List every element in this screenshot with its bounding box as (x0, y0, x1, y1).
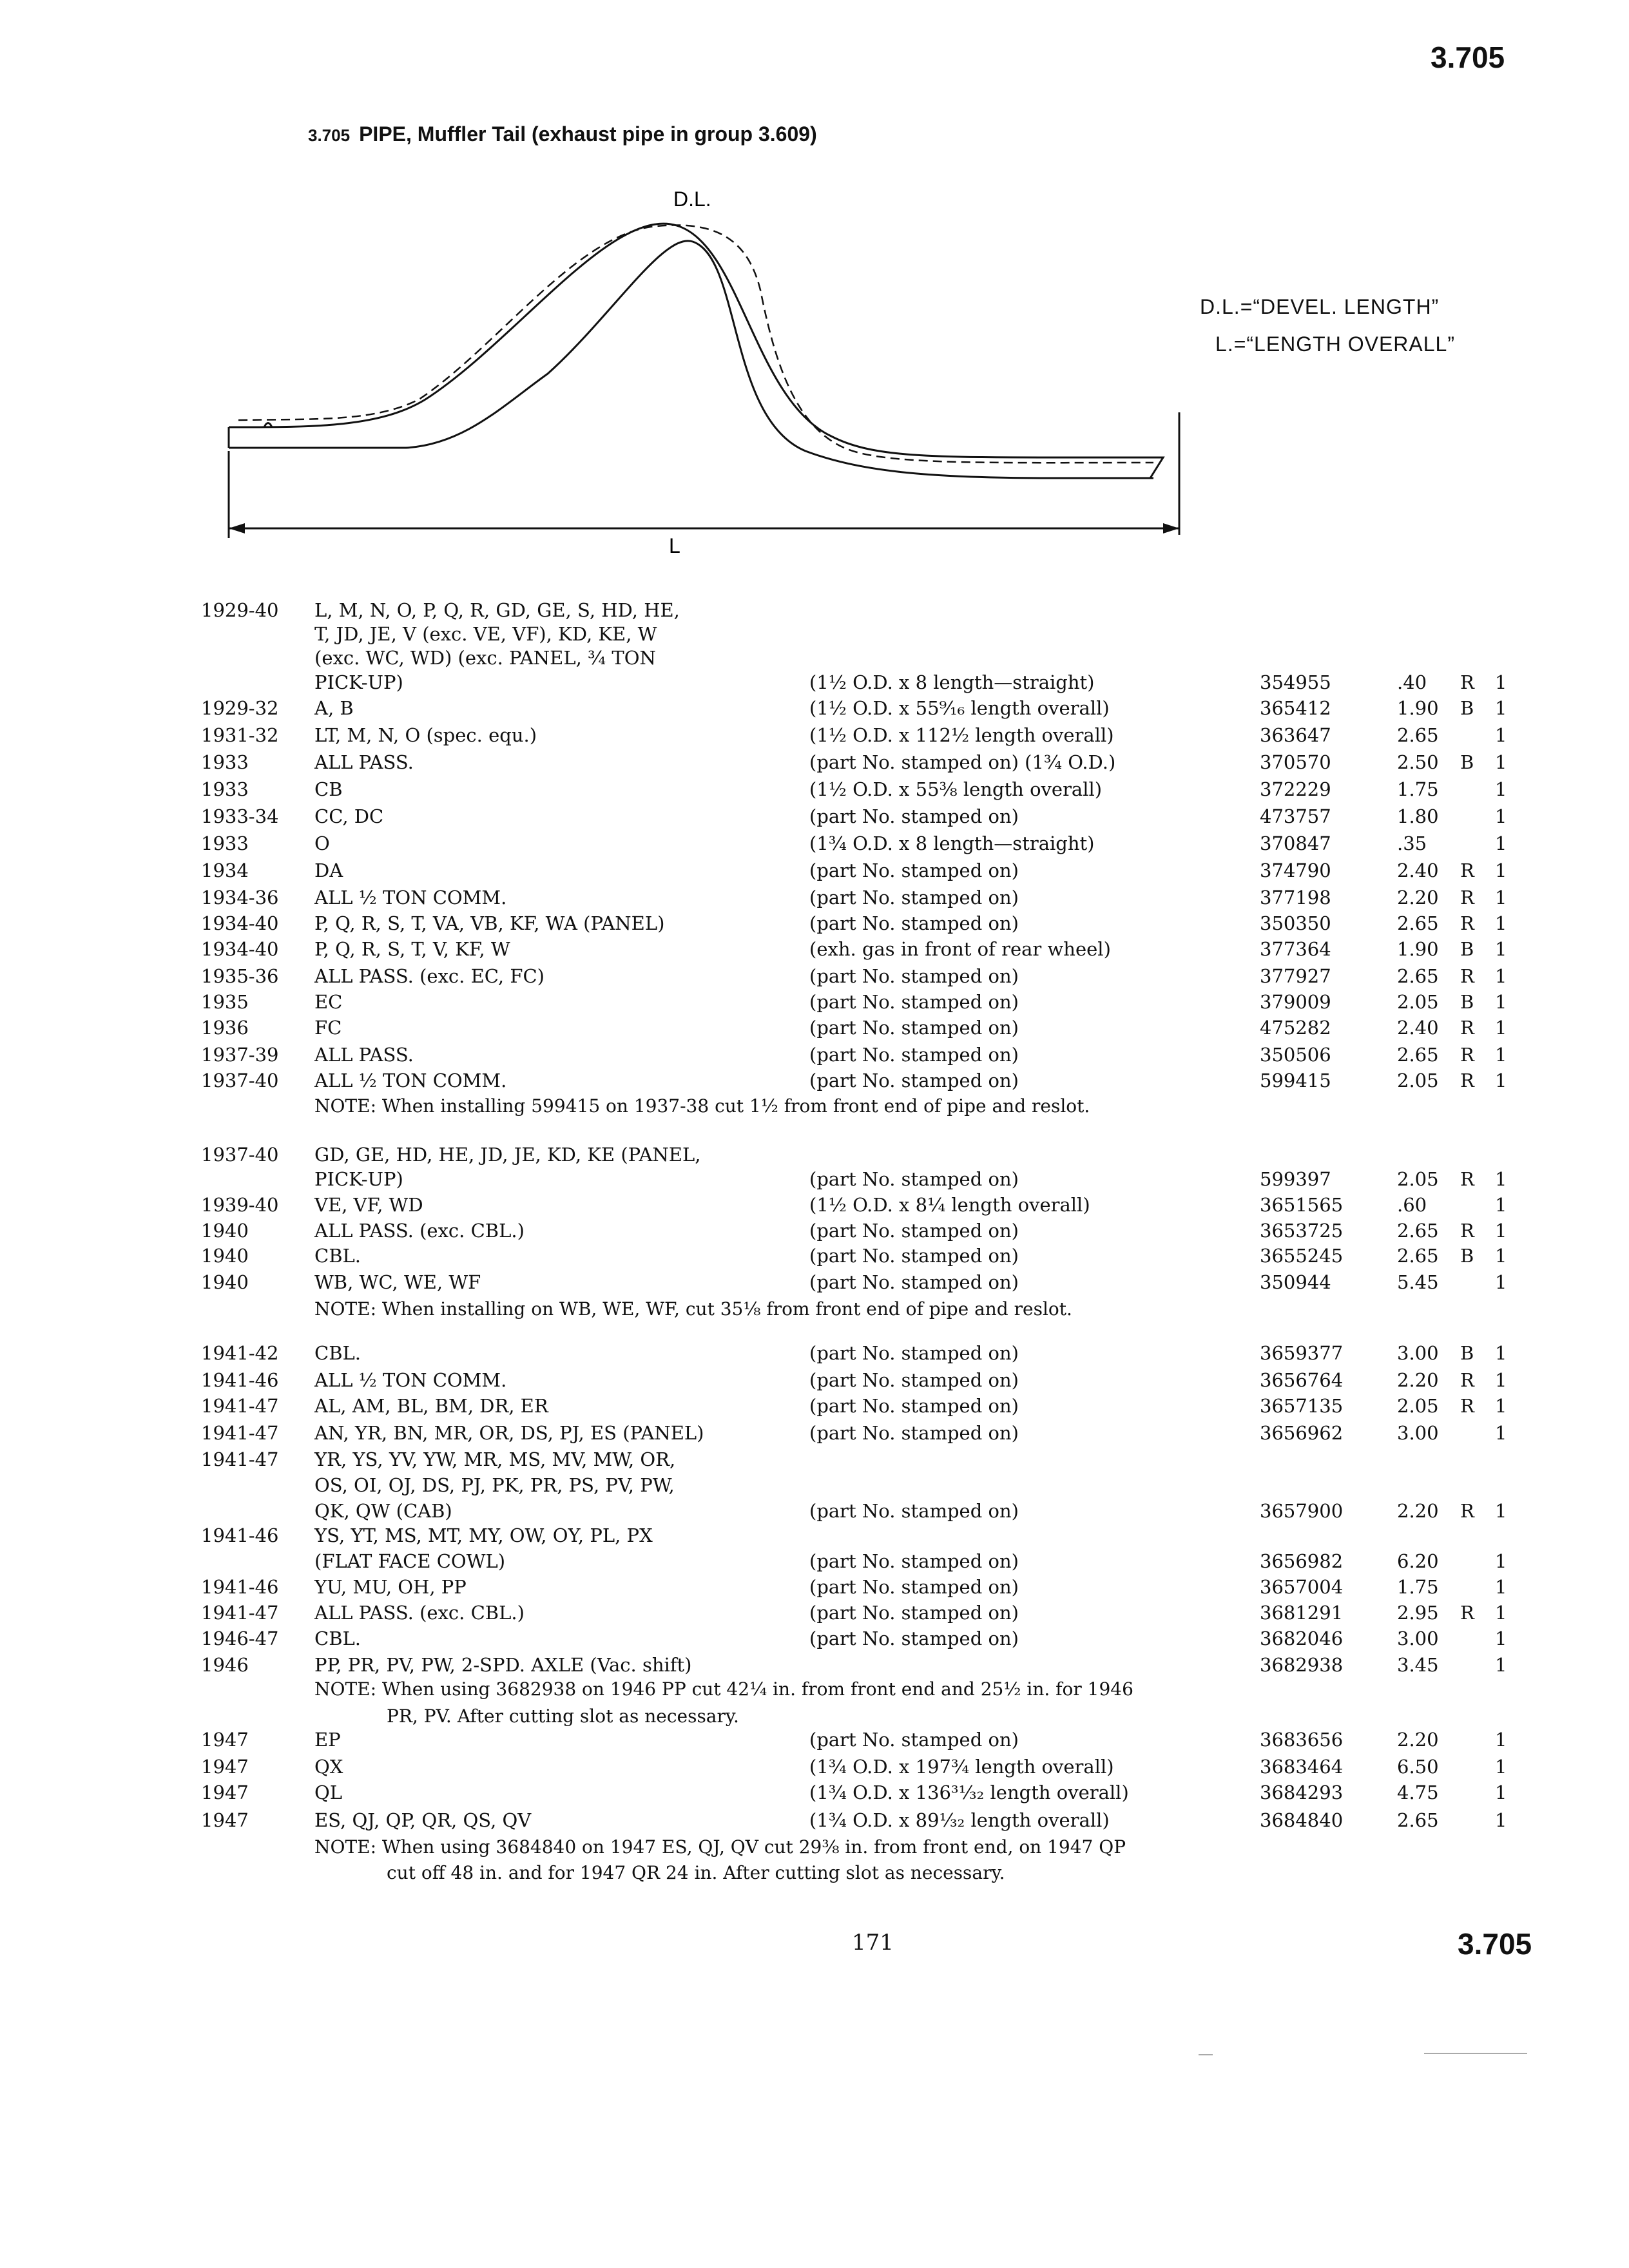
cell-part: 377927 (1260, 965, 1331, 987)
cell-model: AN, YR, BN, MR, OR, DS, PJ, ES (PANEL) (314, 1422, 704, 1444)
cell-code: R (1460, 1395, 1474, 1417)
cell-desc: (1¾ O.D. x 136³¹⁄₃₂ length overall) (809, 1782, 1129, 1803)
cell-part: 350944 (1260, 1271, 1331, 1293)
cell-qty: 1 (1495, 778, 1507, 800)
cell-year: 1931-32 (201, 724, 279, 746)
cell-qty: 1 (1495, 832, 1507, 854)
cell-year: 1941-47 (201, 1395, 279, 1417)
section-title-text: PIPE, Muffler Tail (exhaust pipe in group 3.609) (359, 122, 817, 146)
cell-model: L, M, N, O, P, Q, R, GD, GE, S, HD, HE, (314, 599, 680, 621)
cell-model: PICK-UP) (314, 1168, 403, 1190)
cell-desc: (1¾ O.D. x 8 length—straight) (809, 832, 1095, 854)
cell-year: 1937-39 (201, 1044, 279, 1066)
cell-part: 3657004 (1260, 1576, 1344, 1598)
cell-price: 2.05 (1397, 1168, 1439, 1190)
dimension-arrow-right (1163, 523, 1179, 533)
cell-part: 363647 (1260, 724, 1331, 746)
cell-desc: (part No. stamped on) (809, 887, 1019, 908)
cell-part: 3656764 (1260, 1369, 1344, 1391)
cell-model: P, Q, R, S, T, VA, VB, KF, WA (PANEL) (314, 912, 665, 934)
cell-model: GD, GE, HD, HE, JD, JE, KD, KE (PANEL, (314, 1144, 701, 1166)
cell-qty: 1 (1495, 1271, 1507, 1293)
cell-part: 3684293 (1260, 1782, 1344, 1803)
cell-qty: 1 (1495, 724, 1507, 746)
cell-year: 1934-40 (201, 912, 279, 934)
cell-desc: (exh. gas in front of rear wheel) (809, 938, 1111, 960)
cell-desc: (1¾ O.D. x 89¹⁄₃₂ length overall) (809, 1809, 1110, 1831)
cell-year: 1935 (201, 991, 249, 1013)
cell-price: 2.20 (1397, 1729, 1439, 1751)
scan-mark (1424, 2053, 1527, 2054)
cell-model: CBL. (314, 1245, 361, 1267)
l-label: L (669, 534, 680, 554)
cell-year: 1941-47 (201, 1602, 279, 1624)
cell-model: CBL. (314, 1342, 361, 1364)
cell-qty: 1 (1495, 1550, 1507, 1572)
cell-part: 350506 (1260, 1044, 1331, 1066)
cell-price: 2.65 (1397, 1809, 1439, 1831)
cell-qty: 1 (1495, 671, 1507, 693)
cell-model: YR, YS, YV, YW, MR, MS, MV, MW, OR, (314, 1448, 676, 1470)
cell-part: 3681291 (1260, 1602, 1344, 1624)
cell-desc: (part No. stamped on) (809, 912, 1019, 934)
pipe-right-cut (1141, 457, 1163, 478)
cell-year: 1947 (201, 1756, 249, 1778)
cell-qty: 1 (1495, 860, 1507, 881)
cell-qty: 1 (1495, 1044, 1507, 1066)
cell-part: 3655245 (1260, 1245, 1344, 1267)
cell-code: R (1460, 887, 1474, 908)
cell-model: ALL PASS. (exc. CBL.) (314, 1602, 525, 1624)
cell-code: R (1460, 1369, 1474, 1391)
cell-model: EP (314, 1729, 341, 1751)
cell-model: YS, YT, MS, MT, MY, OW, OY, PL, PX (314, 1524, 653, 1546)
cell-model: FC (314, 1017, 342, 1039)
cell-price: 2.40 (1397, 860, 1439, 881)
cell-desc: (part No. stamped on) (809, 1168, 1019, 1190)
cell-part: 3657135 (1260, 1395, 1344, 1417)
cell-model: PICK-UP) (314, 671, 403, 693)
cell-part: 370570 (1260, 751, 1331, 773)
cell-price: 2.05 (1397, 991, 1439, 1013)
cell-part: 3651565 (1260, 1194, 1344, 1216)
cell-price: 1.75 (1397, 1576, 1439, 1598)
cell-model: ALL ½ TON COMM. (314, 1369, 507, 1391)
cell-model: ALL ½ TON COMM. (314, 887, 507, 908)
cell-desc: (1½ O.D. x 55⁹⁄₁₆ length overall) (809, 697, 1110, 719)
folio-page-number: 171 (852, 1930, 894, 1956)
cell-part: 3683464 (1260, 1756, 1344, 1778)
cell-model: O (314, 832, 330, 854)
cell-model: AL, AM, BL, BM, DR, ER (314, 1395, 548, 1417)
cell-qty: 1 (1495, 912, 1507, 934)
cell-part: 350350 (1260, 912, 1331, 934)
cell-part: 3659377 (1260, 1342, 1344, 1364)
cell-code: B (1460, 938, 1474, 960)
cell-part: 354955 (1260, 671, 1331, 693)
cell-year: 1936 (201, 1017, 249, 1039)
cell-desc: (part No. stamped on) (809, 1245, 1019, 1267)
cell-part: 372229 (1260, 778, 1331, 800)
cell-price: 2.65 (1397, 1245, 1439, 1267)
cell-year: 1947 (201, 1809, 249, 1831)
cell-price: 2.65 (1397, 1220, 1439, 1242)
cell-price: .60 (1397, 1194, 1427, 1216)
cell-qty: 1 (1495, 1342, 1507, 1364)
cell-part: 599397 (1260, 1168, 1331, 1190)
cell-desc: (part No. stamped on) (809, 805, 1019, 827)
cell-qty: 1 (1495, 751, 1507, 773)
cell-model: T, JD, JE, V (exc. VE, VF), KD, KE, W (314, 623, 657, 645)
cell-price: .40 (1397, 671, 1427, 693)
cell-qty: 1 (1495, 938, 1507, 960)
cell-year: 1934-40 (201, 938, 279, 960)
cell-model: ES, QJ, QP, QR, QS, QV (314, 1809, 532, 1831)
pipe-outline-outer (229, 224, 1153, 457)
cell-desc: (part No. stamped on) (1¾ O.D.) (809, 751, 1116, 773)
cell-qty: 1 (1495, 1576, 1507, 1598)
cell-desc: (part No. stamped on) (809, 991, 1019, 1013)
cell-price: 3.45 (1397, 1654, 1439, 1676)
cell-year: 1940 (201, 1271, 249, 1293)
section-number: 3.705 (308, 126, 351, 145)
cell-desc: (1½ O.D. x 55⅜ length overall) (809, 778, 1103, 800)
cell-desc: (part No. stamped on) (809, 965, 1019, 987)
cell-price: 2.40 (1397, 1017, 1439, 1039)
cell-desc: (part No. stamped on) (809, 1550, 1019, 1572)
cell-code: R (1460, 671, 1474, 693)
cell-code: R (1460, 912, 1474, 934)
cell-year: 1940 (201, 1220, 249, 1242)
cell-qty: 1 (1495, 1070, 1507, 1091)
dimension-arrow-left (229, 523, 245, 533)
cell-code: R (1460, 965, 1474, 987)
cell-desc: (1½ O.D. x 8 length—straight) (809, 671, 1095, 693)
cell-price: 2.65 (1397, 965, 1439, 987)
scan-mark (1199, 2054, 1213, 2055)
cell-part: 475282 (1260, 1017, 1331, 1039)
cell-year: 1941-46 (201, 1576, 279, 1598)
cell-desc: (part No. stamped on) (809, 860, 1019, 881)
cell-desc: (part No. stamped on) (809, 1220, 1019, 1242)
cell-code: B (1460, 991, 1474, 1013)
cell-price: 6.50 (1397, 1756, 1439, 1778)
cell-year: 1941-46 (201, 1524, 279, 1546)
cell-qty: 1 (1495, 1245, 1507, 1267)
cell-model: (FLAT FACE COWL) (314, 1550, 506, 1572)
cell-code: R (1460, 1044, 1474, 1066)
cell-code: R (1460, 1070, 1474, 1091)
cell-price: .35 (1397, 832, 1427, 854)
cell-year: 1934-36 (201, 887, 279, 908)
cell-year: 1929-32 (201, 697, 279, 719)
cell-desc: (part No. stamped on) (809, 1017, 1019, 1039)
cell-model: YU, MU, OH, PP (314, 1576, 467, 1598)
cell-price: 4.75 (1397, 1782, 1439, 1803)
cell-price: 2.05 (1397, 1395, 1439, 1417)
cell-model: QK, QW (CAB) (314, 1500, 452, 1522)
cell-price: 1.90 (1397, 697, 1439, 719)
cell-desc: (part No. stamped on) (809, 1070, 1019, 1091)
cell-model: (exc. WC, WD) (exc. PANEL, ¾ TON (314, 647, 656, 669)
cell-qty: 1 (1495, 1395, 1507, 1417)
cell-year: 1941-47 (201, 1448, 279, 1470)
cell-desc: (part No. stamped on) (809, 1044, 1019, 1066)
cell-part: 599415 (1260, 1070, 1331, 1091)
cell-qty: 1 (1495, 1729, 1507, 1751)
cell-desc: (1½ O.D. x 112½ length overall) (809, 724, 1114, 746)
cell-year: 1941-47 (201, 1422, 279, 1444)
cell-year: 1933 (201, 778, 249, 800)
developed-length-line (238, 225, 1153, 463)
cell-year: 1935-36 (201, 965, 279, 987)
cell-price: 3.00 (1397, 1422, 1439, 1444)
cell-part: 377364 (1260, 938, 1331, 960)
cell-qty: 1 (1495, 1168, 1507, 1190)
cell-price: 2.05 (1397, 1070, 1439, 1091)
dl-label: D.L. (673, 187, 711, 211)
cell-year: 1947 (201, 1729, 249, 1751)
cell-code: B (1460, 1342, 1474, 1364)
cell-qty: 1 (1495, 1756, 1507, 1778)
cell-qty: 1 (1495, 1602, 1507, 1624)
cell-year: 1946-47 (201, 1628, 279, 1649)
cell-price: 1.75 (1397, 778, 1439, 800)
cell-part: 3684840 (1260, 1809, 1344, 1831)
cell-desc: (part No. stamped on) (809, 1500, 1019, 1522)
cell-code: B (1460, 697, 1474, 719)
cell-price: 5.45 (1397, 1271, 1439, 1293)
cell-model: ALL PASS. (exc. CBL.) (314, 1220, 525, 1242)
cell-model: A, B (314, 697, 354, 719)
cell-price: 1.90 (1397, 938, 1439, 960)
cell-price: 1.80 (1397, 805, 1439, 827)
cell-price: 2.65 (1397, 724, 1439, 746)
cell-code: R (1460, 1500, 1474, 1522)
pipe-diagram (213, 187, 1218, 554)
cell-code: B (1460, 751, 1474, 773)
cell-part: 379009 (1260, 991, 1331, 1013)
cell-model: CBL. (314, 1628, 361, 1649)
cell-model: QL (314, 1782, 343, 1803)
cell-qty: 1 (1495, 1194, 1507, 1216)
cell-code: R (1460, 1017, 1474, 1039)
page-number-top: 3.705 (1431, 41, 1505, 74)
cell-qty: 1 (1495, 887, 1507, 908)
cell-qty: 1 (1495, 1809, 1507, 1831)
cell-year: 1941-46 (201, 1369, 279, 1391)
cell-model: QX (314, 1756, 343, 1778)
cell-part: 3653725 (1260, 1220, 1344, 1242)
cell-code: R (1460, 1168, 1474, 1190)
cell-part: 365412 (1260, 697, 1331, 719)
cell-code: R (1460, 860, 1474, 881)
legend-developed-length: D.L.=“DEVEL. LENGTH” (1200, 295, 1440, 318)
cell-desc: (part No. stamped on) (809, 1342, 1019, 1364)
cell-price: 3.00 (1397, 1342, 1439, 1364)
cell-year: 1933-34 (201, 805, 279, 827)
cell-model: ALL PASS. (exc. EC, FC) (314, 965, 545, 987)
cell-price: 3.00 (1397, 1628, 1439, 1649)
cell-year: 1940 (201, 1245, 249, 1267)
cell-qty: 1 (1495, 805, 1507, 827)
cell-year: 1933 (201, 832, 249, 854)
note-line: NOTE: When using 3682938 on 1946 PP cut 42¼ in. from front end and 25½ in. for 1946 (314, 1678, 1133, 1700)
cell-price: 2.65 (1397, 1044, 1439, 1066)
cell-qty: 1 (1495, 1017, 1507, 1039)
cell-model: OS, OI, OJ, DS, PJ, PK, PR, PS, PV, PW, (314, 1474, 675, 1496)
cell-desc: (part No. stamped on) (809, 1369, 1019, 1391)
cell-price: 2.65 (1397, 912, 1439, 934)
cell-year: 1937-40 (201, 1070, 279, 1091)
cell-qty: 1 (1495, 1782, 1507, 1803)
cell-price: 2.20 (1397, 1500, 1439, 1522)
cell-part: 374790 (1260, 860, 1331, 881)
cell-year: 1937-40 (201, 1144, 279, 1166)
cell-part: 3657900 (1260, 1500, 1344, 1522)
cell-model: LT, M, N, O (spec. equ.) (314, 724, 537, 746)
cell-model: ALL PASS. (314, 751, 414, 773)
note-line: NOTE: When using 3684840 on 1947 ES, QJ, QV cut 29⅜ in. from front end, on 1947 QP (314, 1836, 1126, 1858)
cell-model: P, Q, R, S, T, V, KF, W (314, 938, 510, 960)
cell-model: ALL PASS. (314, 1044, 414, 1066)
cell-year: 1933 (201, 751, 249, 773)
cell-part: 370847 (1260, 832, 1331, 854)
cell-year: 1947 (201, 1782, 249, 1803)
note-line: NOTE: When installing 599415 on 1937-38 cut 1½ from front end of pipe and reslot. (314, 1095, 1090, 1117)
cell-model: VE, VF, WD (314, 1194, 423, 1216)
page-number-bottom: 3.705 (1458, 1927, 1532, 1961)
cell-qty: 1 (1495, 991, 1507, 1013)
cell-price: 2.20 (1397, 887, 1439, 908)
cell-desc: (1½ O.D. x 8¼ length overall) (809, 1194, 1090, 1216)
note-line: cut off 48 in. and for 1947 QR 24 in. After cutting slot as necessary. (387, 1862, 1005, 1883)
cell-year: 1934 (201, 860, 249, 881)
cell-qty: 1 (1495, 1500, 1507, 1522)
cell-model: EC (314, 991, 343, 1013)
cell-qty: 1 (1495, 1628, 1507, 1649)
cell-price: 6.20 (1397, 1550, 1439, 1572)
cell-model: PP, PR, PV, PW, 2-SPD. AXLE (Vac. shift) (314, 1654, 692, 1676)
cell-part: 3682046 (1260, 1628, 1344, 1649)
cell-model: WB, WC, WE, WF (314, 1271, 481, 1293)
cell-year: 1941-42 (201, 1342, 279, 1364)
cell-year: 1929-40 (201, 599, 279, 621)
cell-qty: 1 (1495, 1654, 1507, 1676)
legend-length-overall: L.=“LENGTH OVERALL” (1215, 332, 1455, 356)
cell-model: CB (314, 778, 343, 800)
cell-code: R (1460, 1602, 1474, 1624)
cell-code: R (1460, 1220, 1474, 1242)
section-title (308, 122, 817, 146)
cell-part: 3656982 (1260, 1550, 1344, 1572)
note-line: NOTE: When installing on WB, WE, WF, cut 35⅛ from front end of pipe and reslot. (314, 1298, 1072, 1320)
cell-price: 2.95 (1397, 1602, 1439, 1624)
cell-desc: (part No. stamped on) (809, 1628, 1019, 1649)
cell-desc: (part No. stamped on) (809, 1271, 1019, 1293)
cell-qty: 1 (1495, 1369, 1507, 1391)
cell-model: DA (314, 860, 343, 881)
cell-model: ALL ½ TON COMM. (314, 1070, 507, 1091)
cell-part: 377198 (1260, 887, 1331, 908)
cell-desc: (part No. stamped on) (809, 1576, 1019, 1598)
cell-desc: (part No. stamped on) (809, 1395, 1019, 1417)
cell-model: CC, DC (314, 805, 384, 827)
cell-year: 1939-40 (201, 1194, 279, 1216)
cell-year: 1946 (201, 1654, 249, 1676)
cell-part: 3683656 (1260, 1729, 1344, 1751)
cell-part: 3682938 (1260, 1654, 1344, 1676)
cell-part: 3656962 (1260, 1422, 1344, 1444)
pipe-outline-inner (229, 241, 1153, 478)
cell-desc: (part No. stamped on) (809, 1422, 1019, 1444)
cell-desc: (part No. stamped on) (809, 1602, 1019, 1624)
cell-price: 2.20 (1397, 1369, 1439, 1391)
note-line: PR, PV. After cutting slot as necessary. (387, 1706, 739, 1727)
cell-qty: 1 (1495, 1220, 1507, 1242)
cell-desc: (1¾ O.D. x 197¾ length overall) (809, 1756, 1114, 1778)
cell-desc: (part No. stamped on) (809, 1729, 1019, 1751)
cell-qty: 1 (1495, 965, 1507, 987)
cell-price: 2.50 (1397, 751, 1439, 773)
cell-qty: 1 (1495, 1422, 1507, 1444)
cell-part: 473757 (1260, 805, 1331, 827)
cell-qty: 1 (1495, 697, 1507, 719)
cell-code: B (1460, 1245, 1474, 1267)
